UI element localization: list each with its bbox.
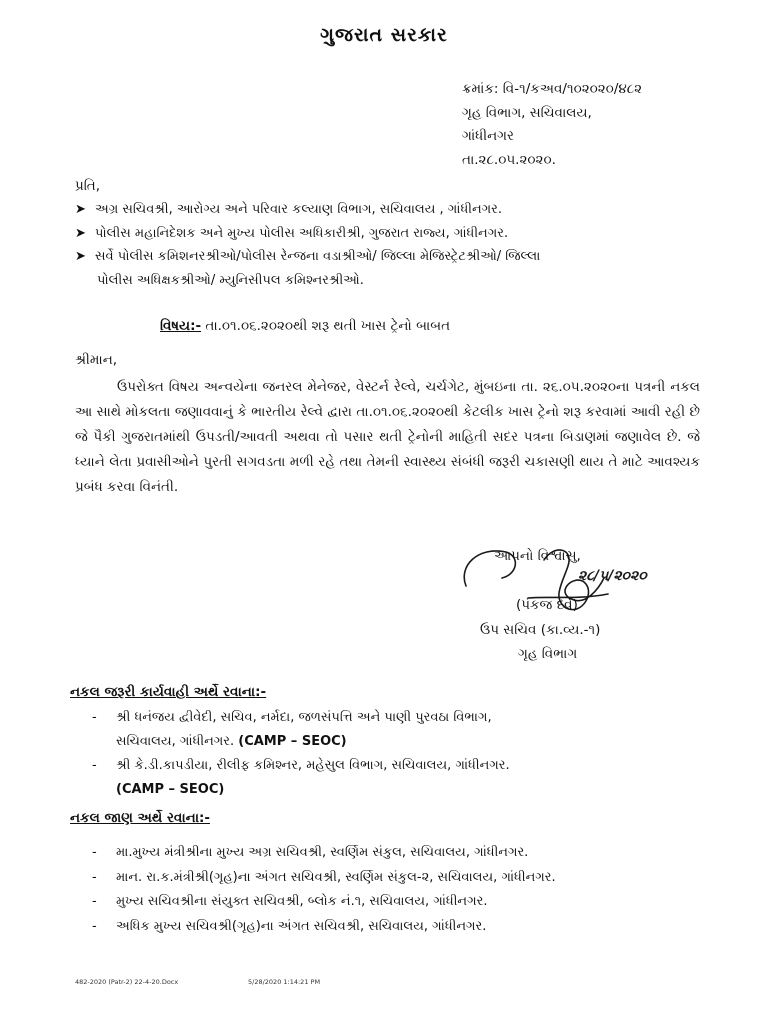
subject-label: વિષય:- xyxy=(160,318,202,334)
arrow-bullet-icon: ➤ xyxy=(75,249,86,264)
camp-seoc-tag: (CAMP – SEOC) xyxy=(116,782,225,797)
reference-number: ક્રમાંક: વિ-૧/કઅવ/૧૦૨૦૨૦/૪૮૨ xyxy=(462,81,643,97)
reference-date: તા.૨૮.૦૫.૨૦૨૦. xyxy=(462,151,556,168)
letter-body xyxy=(75,375,700,500)
recipient-item xyxy=(75,245,715,269)
recipient-text-continued: પોલીસ અધિક્ષકશ્રીઓ/ મ્યુનિસીપલ કમિશ્નરશ્રીઓ. xyxy=(97,272,364,288)
list-item xyxy=(92,754,712,778)
recipient-item xyxy=(75,222,715,246)
dash-bullet: - xyxy=(92,918,97,934)
copy-info-heading: નકલ જાણ અર્થે રવાના:- xyxy=(70,810,211,826)
list-item-text: સચિવાલય, ગાંધીનગર. xyxy=(116,734,235,749)
copy-action-list xyxy=(92,706,712,802)
subject-text: તા.૦૧.૦૬.૨૦૨૦થી શરૂ થતી ખાસ ટ્રેનો બાબત xyxy=(201,318,451,334)
body-paragraph: ઉપરોક્ત વિષય અન્વયેના જનરલ મેનેજર, વેસ્ટર્ન રેલ્વે, ચર્ચગેટ, મુંબઇના તા. ૨૬.૦૫.૨૦૨૦ના પત્રની નકલ આ સાથે મોકલતા જણાવવાનું કે ભારતીય રેલ્વે દ્વારા તા.૦૧.૦૬.૨૦૨૦થી કેટલીક ખાસ ટ્રેનો શરૂ કરવામાં આવી રહી છે જે પૈકી ગુજરાતમાંથી ઉપડતી/આવતી અથવા તો પસાર થતી ટ્રેનોની માહિતી સદર પત્રના બિડાણમાં જણાવેલ છે. જે ધ્યાને લેતા પ્રવાસીઓને પુરતી સગવડતા મળી રહે તથા તેમની સ્વાસ્થ્ય સંબંધી જરૂરી ચકાસણી થાય તે માટે આવશ્યક પ્રબંધ કરવા વિનંતી. xyxy=(75,379,700,495)
subject-line xyxy=(160,318,450,334)
footer-filename: 482-2020 (Patr-2) 22-4-20.Docx xyxy=(75,978,179,986)
list-item xyxy=(92,841,712,866)
copy-action-heading: નકલ જરૂરી કાર્યવાહી અર્થે રવાના:- xyxy=(70,684,267,700)
list-item-text: માન. રા.ક.મંત્રીશ્રી(ગૃહ)ના અંગત સચિવશ્રી, સ્વર્ણિમ સંકુલ-૨, સચિવાલય, ગાંધીનગર. xyxy=(116,869,556,885)
dash-bullet: - xyxy=(92,869,97,885)
recipient-text: પોલીસ મહાનિદેશક અને મુખ્ય પોલીસ અધિકારીશ્રી, ગુજરાત રાજ્ય, ગાંધીનગર. xyxy=(95,225,509,241)
signature-date: ૨૮/૫/૨૦૨૦ xyxy=(578,568,647,584)
recipient-text: સર્વે પોલીસ કમિશનરશ્રીઓ/પોલીસ રેન્જના વડાશ્રીઓ/ જિલ્લા મેજિસ્ટ્રેટશ્રીઓ/ જિલ્લા xyxy=(95,249,541,264)
list-item-text: અધિક મુખ્ય સચિવશ્રી(ગૃહ)ના અંગત સચિવશ્રી, સચિવાલય, ગાંધીનગર. xyxy=(116,918,487,934)
list-item xyxy=(92,890,712,915)
recipient-text: અગ્ર સચિવશ્રી, આરોગ્ય અને પરિવાર કલ્યાણ વિભાગ, સચિવાલય , ગાંધીનગર. xyxy=(95,202,503,217)
closing-yours: આપનો વિશ્વાસુ, xyxy=(494,548,581,564)
reference-block xyxy=(462,78,642,172)
reference-city: ગાંધીનગર xyxy=(462,128,515,144)
signer-department: ગૃહ વિભાગ xyxy=(518,646,578,662)
footer-timestamp: 5/28/2020 1:14:21 PM xyxy=(248,978,321,986)
page-title: ગુજરાત સરકાર xyxy=(320,24,448,46)
list-item xyxy=(92,915,712,940)
list-item-text: શ્રી ધનંજય દ્વીવેદી, સચિવ, નર્મદા, જળસંપત્તિ અને પાણી પુરવઠા વિભાગ, xyxy=(116,710,492,725)
recipient-list xyxy=(75,198,715,292)
arrow-bullet-icon: ➤ xyxy=(75,202,86,217)
copy-info-list xyxy=(92,841,712,939)
salutation: શ્રીમાન, xyxy=(75,352,118,368)
list-item-text: શ્રી કે.ડી.કાપડીયા, રીલીફ કમિશ્નર, મહેસુલ વિભાગ, સચિવાલય, ગાંધીનગર. xyxy=(116,758,510,773)
reference-department: ગૃહ વિભાગ, સચિવાલય, xyxy=(462,104,592,121)
addressee-label: પ્રતિ, xyxy=(75,178,101,194)
dash-bullet: - xyxy=(92,710,97,725)
list-item-text: મા.મુખ્ય મંત્રીશ્રીના મુખ્ય અગ્ર સચિવશ્રી, સ્વર્ણિમ સંકુલ, સચિવાલય, ગાંધીનગર. xyxy=(116,845,529,860)
dash-bullet: - xyxy=(92,894,97,909)
arrow-bullet-icon: ➤ xyxy=(75,225,86,241)
list-item-text: મુખ્ય સચિવશ્રીના સંયુક્ત સચિવશ્રી, બ્લોક નં.૧, સચિવાલય, ગાંધીનગર. xyxy=(116,894,488,909)
camp-seoc-tag: (CAMP – SEOC) xyxy=(238,734,347,749)
list-item-continued xyxy=(92,730,712,754)
list-item xyxy=(92,706,712,730)
dash-bullet: - xyxy=(92,845,97,860)
list-item-continued xyxy=(92,778,712,802)
dash-bullet: - xyxy=(92,758,97,773)
recipient-item xyxy=(75,198,715,222)
signer-designation: ઉપ સચિવ (કા.વ્ય.-૧) xyxy=(480,622,601,638)
signer-name: (પંકજ દવે) xyxy=(516,597,578,613)
list-item xyxy=(92,866,712,891)
